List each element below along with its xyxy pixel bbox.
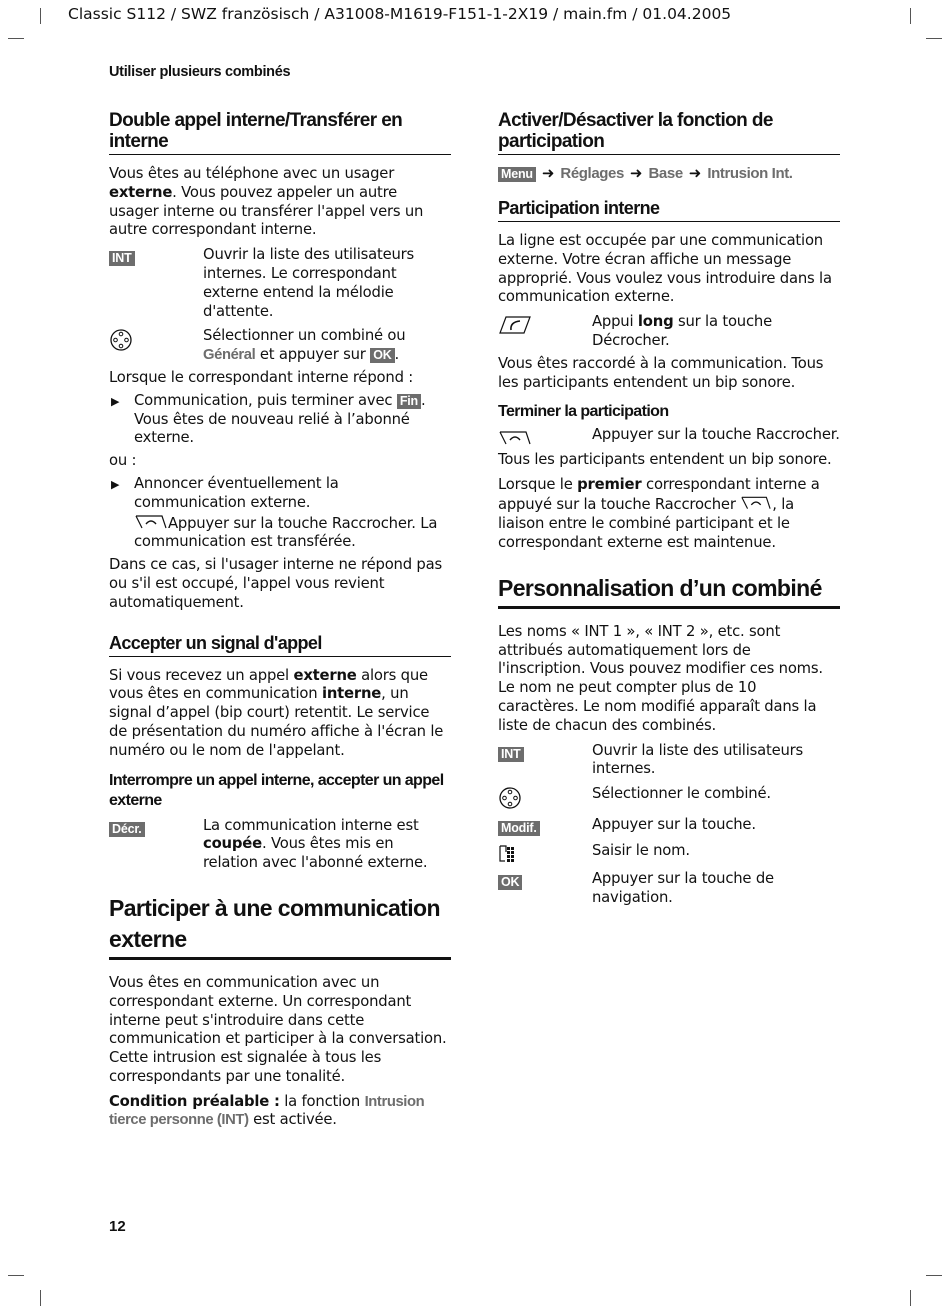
step-keypad-description: Saisir le nom. (592, 842, 690, 860)
crop-mark (8, 1275, 24, 1276)
keypad-icon[interactable] (498, 844, 518, 864)
menu-key[interactable]: Menu (498, 167, 536, 182)
paragraph-condition: Condition préalable : la fonction Intrusion tierce personne (INT) est activée. (109, 1092, 425, 1129)
step-decr-description: La communication interne est coupée. Vous êtes mis en relation avec l'abonné externe. (203, 816, 428, 872)
paragraph-ou: ou : (109, 452, 137, 470)
end-call-key-icon[interactable] (740, 494, 772, 512)
paragraph-lorsque: Lorsque le premier correspondant interne a appuyé sur la touche Raccrocher , la liaison entre le combiné participant et le correspondant externe est maintenue. (498, 475, 820, 552)
decr-key[interactable]: Décr. (109, 822, 145, 837)
heading-accepter: Accepter un signal d'appel (109, 633, 451, 657)
step-decrocher-description: Appui long sur la touche Décrocher. (592, 313, 772, 349)
step-navigate (109, 327, 451, 365)
step-ok-description: Appuyer sur la touche de navigation. (592, 869, 774, 906)
menu-path-item[interactable]: Base (648, 165, 683, 182)
crop-mark (926, 1275, 942, 1276)
paragraph-when-answer: Lorsque le correspondant interne répond : (109, 368, 414, 386)
arrow-right-icon: ➜ (541, 164, 555, 182)
paragraph-noms: Les noms « INT 1 », « INT 2 », etc. sont attribués automatiquement lors de l'inscription. Vous pouvez modifier ces noms. Le nom ne peut compter plus de 10 caractères. Le nom modifié apparaît dans la liste de chacun des combinés. (498, 622, 823, 734)
crop-mark (40, 8, 41, 24)
fin-key[interactable]: Fin (397, 394, 421, 409)
heading-interrompre: Interrompre un appel interne, accepter un appel externe (109, 771, 444, 809)
paragraph-ligne: La ligne est occupée par une communication externe. Votre écran affiche un message approprié. Vous voulez vous introduire dans la communication externe. (498, 232, 832, 306)
step-decr (109, 817, 451, 873)
heading-personnalisation: Personnalisation d’un combiné (498, 573, 840, 609)
paragraph-participer: Vous êtes en communication avec un correspondant externe. Un correspondant interne peut s'introduire dans cette communication et participer à la conversation. Cette intrusion est signalée à tous les correspondants par une tonalité. (109, 973, 447, 1085)
crop-mark (910, 8, 911, 24)
step-int (498, 742, 840, 780)
step-ok (498, 870, 840, 908)
step-int-description: Ouvrir la liste des utilisateurs internes. (592, 741, 804, 778)
step-decrocher (498, 313, 840, 351)
menu-path (498, 163, 840, 184)
crop-mark (40, 1290, 41, 1306)
step-int-description: Ouvrir la liste des utilisateurs internes. Le correspondant externe entend la mélodie d'attente. (203, 246, 415, 320)
bullet-triangle-icon: ▶ (111, 477, 120, 491)
bullet-triangle-icon: ▶ (111, 394, 120, 408)
step-modif (498, 816, 840, 836)
step-raccrocher (498, 426, 840, 447)
menu-path-item[interactable]: Réglages (560, 165, 624, 182)
int-key[interactable]: INT (109, 251, 135, 266)
step-int (109, 246, 451, 321)
step-keypad (498, 842, 840, 864)
menu-path-item[interactable]: Intrusion Int. (707, 165, 793, 182)
step-raccrocher-description: Appuyer sur la touche Raccrocher. (592, 426, 840, 444)
page-number: 12 (109, 1218, 126, 1235)
step-navigate-description: Sélectionner le combiné. (592, 785, 771, 803)
navigation-key-icon[interactable] (498, 786, 522, 810)
end-call-key-icon[interactable] (498, 429, 532, 447)
modif-key[interactable]: Modif. (498, 821, 540, 836)
end-call-key-icon[interactable] (134, 513, 168, 531)
step-modif-description: Appuyer sur la touche. (592, 816, 756, 834)
paragraph-dans-ce-cas: Dans ce cas, si l'usager interne ne répond pas ou s'il est occupé, l'appel vous revient automatiquement. (109, 556, 442, 611)
paragraph-tous: Tous les participants entendent un bip sonore. (498, 450, 832, 468)
paragraph-raccorde: Vous êtes raccordé à la communication. Tous les participants entendent un bip sonore. (498, 354, 824, 391)
running-head: Utiliser plusieurs combinés (109, 64, 291, 80)
right-column (498, 110, 840, 907)
list-item: ▶ Communication, puis terminer avec Fin . Vous êtes de nouveau relié à l’abonné externe. (111, 391, 426, 447)
crop-mark (910, 1290, 911, 1306)
arrow-right-icon: ➜ (688, 164, 702, 182)
navigation-key-icon[interactable] (109, 328, 133, 352)
list-item: ▶ Annoncer éventuellement la communication externe. Appuyer sur la touche Raccrocher. La communication est transférée. (111, 474, 438, 551)
heading-activer: Activer/Désactiver la fonction de participation (498, 110, 840, 155)
paragraph-double-appel: Vous êtes au téléphone avec un usager externe. Vous pouvez appeler un autre usager interne ou transférer l'appel vers un autre correspondant interne. (109, 165, 424, 239)
talk-key-icon[interactable] (498, 315, 532, 335)
heading-double-appel: Double appel interne/Transférer en interne (109, 110, 451, 155)
crop-mark (926, 38, 942, 39)
step-navigate (498, 785, 840, 810)
ok-key[interactable]: OK (498, 875, 522, 890)
int-key[interactable]: INT (498, 747, 524, 762)
arrow-right-icon: ➜ (629, 164, 643, 182)
document-header: Classic S112 / SWZ französisch / A31008-M1619-F151-1-2X19 / main.fm / 01.04.2005 (68, 5, 732, 23)
step-navigate-description: Sélectionner un combiné ou Général et appuyer sur OK . (203, 327, 406, 364)
left-column (109, 110, 451, 1130)
heading-terminer: Terminer la participation (498, 403, 669, 421)
crop-mark (8, 38, 24, 39)
heading-participer: Participer à une communication externe (109, 893, 451, 960)
ok-key[interactable]: OK (370, 348, 394, 363)
heading-participation-interne: Participation interne (498, 198, 840, 222)
paragraph-accepter: Si vous recevez un appel externe alors que vous êtes en communication interne, un signal d’appel (bip court) retentit. Le service de présentation du numéro affiche à l'écran le numéro ou le nom de l'appelant. (109, 666, 444, 759)
